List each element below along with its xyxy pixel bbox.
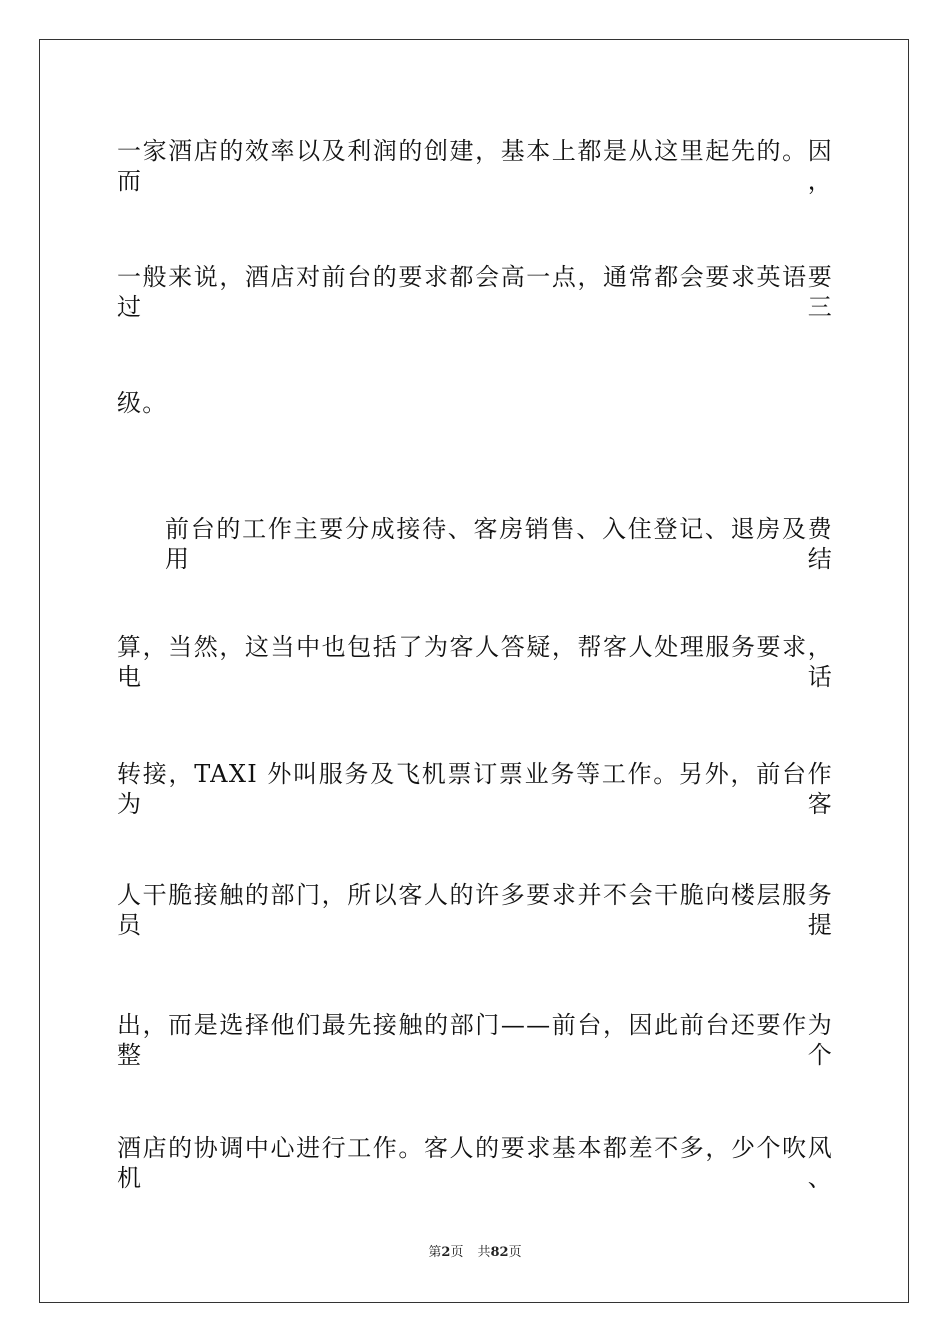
body-text-line: 算，当然，这当中也包括了为客人答疑，帮客人处理服务要求，电话 — [117, 633, 833, 691]
page-suffix: 页 — [450, 1245, 464, 1260]
total-suffix: 页 — [508, 1245, 522, 1260]
page-prefix: 第 — [428, 1245, 442, 1260]
body-text-line: 一家酒店的效率以及利润的创建，基本上都是从这里起先的。因而， — [117, 137, 833, 195]
body-text-line: 人干脆接触的部门，所以客人的许多要求并不会干脆向楼层服务员提 — [117, 881, 833, 939]
paragraph-first-line: 前台的工作主要分成接待、客房销售、入住登记、退房及费用结 — [165, 515, 833, 573]
body-text-line: 级。 — [117, 389, 168, 417]
total-prefix: 共 — [477, 1245, 491, 1260]
body-text-line: 一般来说，酒店对前台的要求都会高一点，通常都会要求英语要过三 — [117, 263, 833, 321]
body-text-line: 转接，TAXI 外叫服务及飞机票订票业务等工作。另外，前台作为客 — [117, 760, 833, 818]
page-number: 2 — [441, 1245, 451, 1260]
body-text-line: 出，而是选择他们最先接触的部门——前台，因此前台还要作为整个 — [117, 1011, 833, 1069]
body-text-line: 酒店的协调中心进行工作。客人的要求基本都差不多，少个吹风机、 — [117, 1134, 833, 1192]
total-pages: 82 — [490, 1245, 509, 1260]
page-footer — [0, 1244, 950, 1262]
